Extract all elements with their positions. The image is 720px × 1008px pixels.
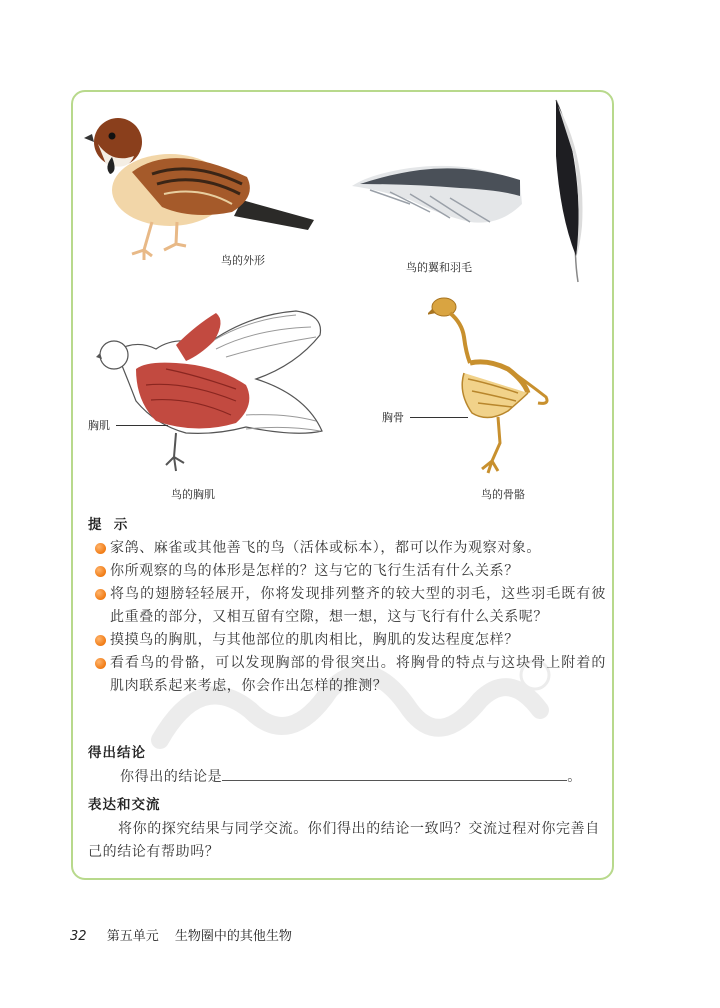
conclusion-prompt: 你得出的结论是 <box>120 769 223 785</box>
label-pectoral-muscle: 胸肌 <box>88 419 110 432</box>
leader-line-sternum <box>410 417 468 418</box>
conclusion-line <box>88 766 606 789</box>
exchange-text: 将你的探究结果与同学交流。你们得出的结论一致吗？交流过程对你完善自己的结论有帮助吗？ <box>88 821 600 860</box>
sparrow-illustration <box>82 112 322 272</box>
bullet-icon <box>95 543 106 554</box>
conclusion-section <box>88 741 606 789</box>
bullet-icon <box>95 658 106 669</box>
bird-skeleton-illustration <box>428 293 558 478</box>
unit-label: 第五单元 <box>106 929 159 944</box>
tip-item: 你所观察的鸟的体形是怎样的？这与它的飞行生活有什么关系？ <box>88 560 606 583</box>
tip-item: 摸摸鸟的胸肌，与其他部位的肌肉相比，胸肌的发达程度怎样？ <box>88 629 606 652</box>
tip-item: 家鸽、麻雀或其他善飞的鸟（活体或标本），都可以作为观察对象。 <box>88 537 606 560</box>
exchange-heading: 表达和交流 <box>88 797 161 813</box>
unit-title: 生物圈中的其他生物 <box>174 929 292 944</box>
caption-wing: 鸟的翼和羽毛 <box>406 261 472 274</box>
bullet-icon <box>95 566 106 577</box>
wing-illustration <box>350 160 530 240</box>
caption-skeleton: 鸟的骨骼 <box>481 488 525 501</box>
tip-item: 将鸟的翅膀轻轻展开，你将发现排列整齐的较大型的羽毛，这些羽毛既有彼此重叠的部分，又相互留有空隙，想一想，这与飞行有什么关系呢？ <box>88 583 606 629</box>
page-footer <box>70 925 292 944</box>
feather-illustration <box>546 96 586 286</box>
page-number: 32 <box>70 929 87 944</box>
tips-section <box>88 513 606 698</box>
bullet-icon <box>95 635 106 646</box>
tip-item: 看看鸟的骨骼，可以发现胸部的骨很突出。将胸骨的特点与这块骨上附着的肌肉联系起来考虑，你会作出怎样的推测？ <box>88 652 606 698</box>
bullet-icon <box>95 589 106 600</box>
leader-line-muscle <box>116 425 168 426</box>
conclusion-end: 。 <box>567 769 582 785</box>
bird-muscle-illustration <box>96 305 326 480</box>
conclusion-heading: 得出结论 <box>88 745 146 761</box>
conclusion-blank[interactable] <box>222 768 567 781</box>
exchange-section <box>88 793 606 864</box>
label-sternum: 胸骨 <box>382 411 404 424</box>
caption-sparrow: 鸟的外形 <box>221 254 265 267</box>
tips-heading: 提 示 <box>88 517 129 533</box>
caption-muscle: 鸟的胸肌 <box>171 488 215 501</box>
